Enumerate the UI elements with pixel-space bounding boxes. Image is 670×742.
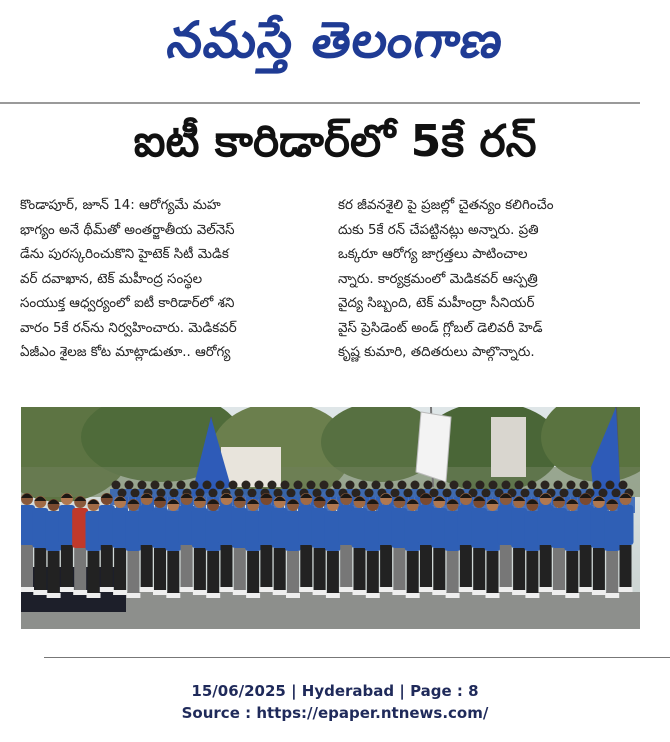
article-line: కృష్ణ కుమారి, తదితరులు పాల్గొన్నారు.: [338, 345, 535, 360]
article-line: వర్ దవాఖాన, టెక్ మహీంద్ర సంస్థల: [20, 271, 203, 287]
article-headline: [0, 112, 670, 182]
article-line: వైద్య సిబ్బంది, టెక్ మహీంద్రా సీనియర్: [338, 296, 535, 311]
event-photo-illustration: [21, 407, 640, 629]
article-line: ఒక్కరూ ఆరోగ్య జాగ్రత్తలు పాటించాల: [338, 247, 528, 262]
article-line: సంయుక్త ఆధ్వర్యంలో ఐటీ కారిడార్‌లో శని: [20, 296, 235, 311]
headline-text: ఐటీ కారిడార్‌లో 5కే రన్: [133, 116, 537, 167]
article-column-left: [20, 194, 328, 366]
article-line: వారం 5కే రన్‌ను నిర్వహించారు. మెడికవర్: [20, 320, 237, 336]
newspaper-masthead: [0, 0, 670, 92]
article-column-right: [338, 194, 646, 366]
footer-source: Source : https://epaper.ntnews.com/: [181, 704, 489, 722]
article-line: కర జీవనశైలి పై ప్రజల్లో చైతన్యం కలిగించేం: [338, 198, 554, 213]
event-photo: [21, 407, 640, 629]
bottom-divider: [44, 657, 670, 658]
footer-dateline: 15/06/2025 | Hyderabad | Page : 8: [191, 682, 479, 700]
masthead-title: నమస్తే తెలంగాణ: [164, 10, 508, 69]
article-line: వైస్ ప్రెసిడెంట్ అండ్ గ్లోబల్ డెలివరీ హెడ్: [338, 320, 543, 336]
article-line: భాగ్యం అనే థీమ్‌తో అంతర్జాతీయ వెల్‌నెస్: [20, 222, 235, 238]
article-line: దుకు 5కే రన్ చేపట్టినట్లు అన్నారు. ప్రతి: [338, 222, 539, 238]
article-line: న్నారు. కార్యక్రమంలో మెడికవర్ ఆస్పత్రి: [338, 271, 538, 287]
article-line: డేను పురస్కరించుకొని హైటెక్ సిటీ మెడిక: [20, 247, 229, 262]
article-line: ఏజీఎం శైలజ కోట మాట్లాడుతూ.. ఆరోగ్య: [20, 345, 231, 360]
top-divider: [0, 102, 640, 104]
article-line: కొండాపూర్, జూన్ 14: ఆరోగ్యమే మహ: [20, 198, 221, 213]
